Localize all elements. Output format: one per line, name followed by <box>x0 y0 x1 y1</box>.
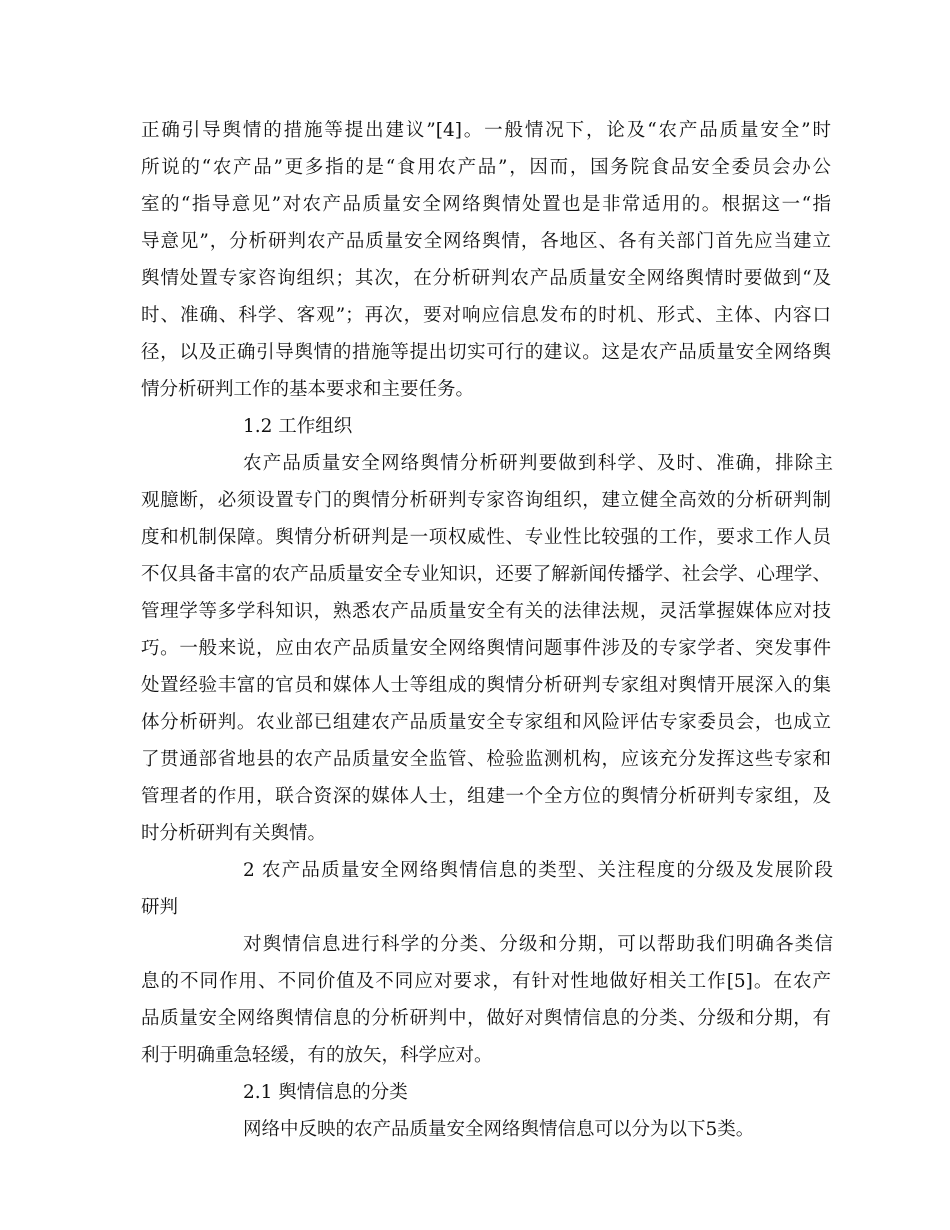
section-heading: 2 农产品质量安全网络舆情信息的类型、关注程度的分级及发展阶段 <box>243 860 833 881</box>
paragraph-line: 观臆断，必须设置专门的舆情分析研判专家咨询组织，建立健全高效的分析研判制 <box>141 490 831 511</box>
paragraph-line: 正确引导舆情的措施等提出建议”[4]。一般情况下，论及“农产品质量安全”时 <box>141 120 831 141</box>
paragraph-line: 体分析研判。农业部已组建农产品质量安全专家组和风险评估专家委员会，也成立 <box>141 712 831 733</box>
section-heading-continued: 研判 <box>141 897 179 918</box>
paragraph-line: 农产品质量安全网络舆情分析研判要做到科学、及时、准确，排除主 <box>243 453 833 474</box>
paragraph-line: 管理者的作用，联合资深的媒体人士，组建一个全方位的舆情分析研判专家组，及 <box>141 786 831 807</box>
paragraph-line: 舆情处置专家咨询组织；其次，在分析研判农产品质量安全网络舆情时要做到“及 <box>141 268 831 289</box>
paragraph-line: 利于明确重急轻缓，有的放矢，科学应对。 <box>141 1045 493 1066</box>
paragraph-line: 径，以及正确引导舆情的措施等提出切实可行的建议。这是农产品质量安全网络舆 <box>141 342 831 363</box>
paragraph-line: 导意见”，分析研判农产品质量安全网络舆情，各地区、各有关部门首先应当建立 <box>141 231 831 252</box>
paragraph-line: 网络中反映的农产品质量安全网络舆情信息可以分为以下5类。 <box>243 1119 755 1140</box>
paragraph-line: 不仅具备丰富的农产品质量安全专业知识，还要了解新闻传播学、社会学、心理学、 <box>141 564 831 585</box>
section-heading: 1.2 工作组织 <box>243 416 353 437</box>
paragraph-line: 巧。一般来说，应由农产品质量安全网络舆情问题事件涉及的专家学者、突发事件 <box>141 638 831 659</box>
paragraph-line: 时分析研判有关舆情。 <box>141 823 327 844</box>
paragraph-line: 室的“指导意见”对农产品质量安全网络舆情处置也是非常适用的。根据这一“指 <box>141 194 831 215</box>
paragraph-line: 管理学等多学科知识，熟悉农产品质量安全有关的法律法规，灵活掌握媒体应对技 <box>141 601 831 622</box>
paragraph-line: 所说的“农产品”更多指的是“食用农产品”，因而，国务院食品安全委员会办公 <box>141 157 831 178</box>
paragraph-line: 处置经验丰富的官员和媒体人士等组成的舆情分析研判专家组对舆情开展深入的集 <box>141 675 831 696</box>
paragraph-line: 情分析研判工作的基本要求和主要任务。 <box>141 379 475 400</box>
paragraph-line: 度和机制保障。舆情分析研判是一项权威性、专业性比较强的工作，要求工作人员 <box>141 527 831 548</box>
paragraph-line: 了贯通部省地县的农产品质量安全监管、检验监测机构，应该充分发挥这些专家和 <box>141 749 831 770</box>
paragraph-line: 息的不同作用、不同价值及不同应对要求，有针对性地做好相关工作[5]。在农产 <box>141 971 831 992</box>
paragraph-line: 对舆情信息进行科学的分类、分级和分期，可以帮助我们明确各类信 <box>243 934 833 955</box>
section-heading: 2.1 舆情信息的分类 <box>243 1082 408 1103</box>
paragraph-line: 品质量安全网络舆情信息的分析研判中，做好对舆情信息的分类、分级和分期，有 <box>141 1008 831 1029</box>
paragraph-line: 时、准确、科学、客观”；再次，要对响应信息发布的时机、形式、主体、内容口 <box>141 305 831 326</box>
